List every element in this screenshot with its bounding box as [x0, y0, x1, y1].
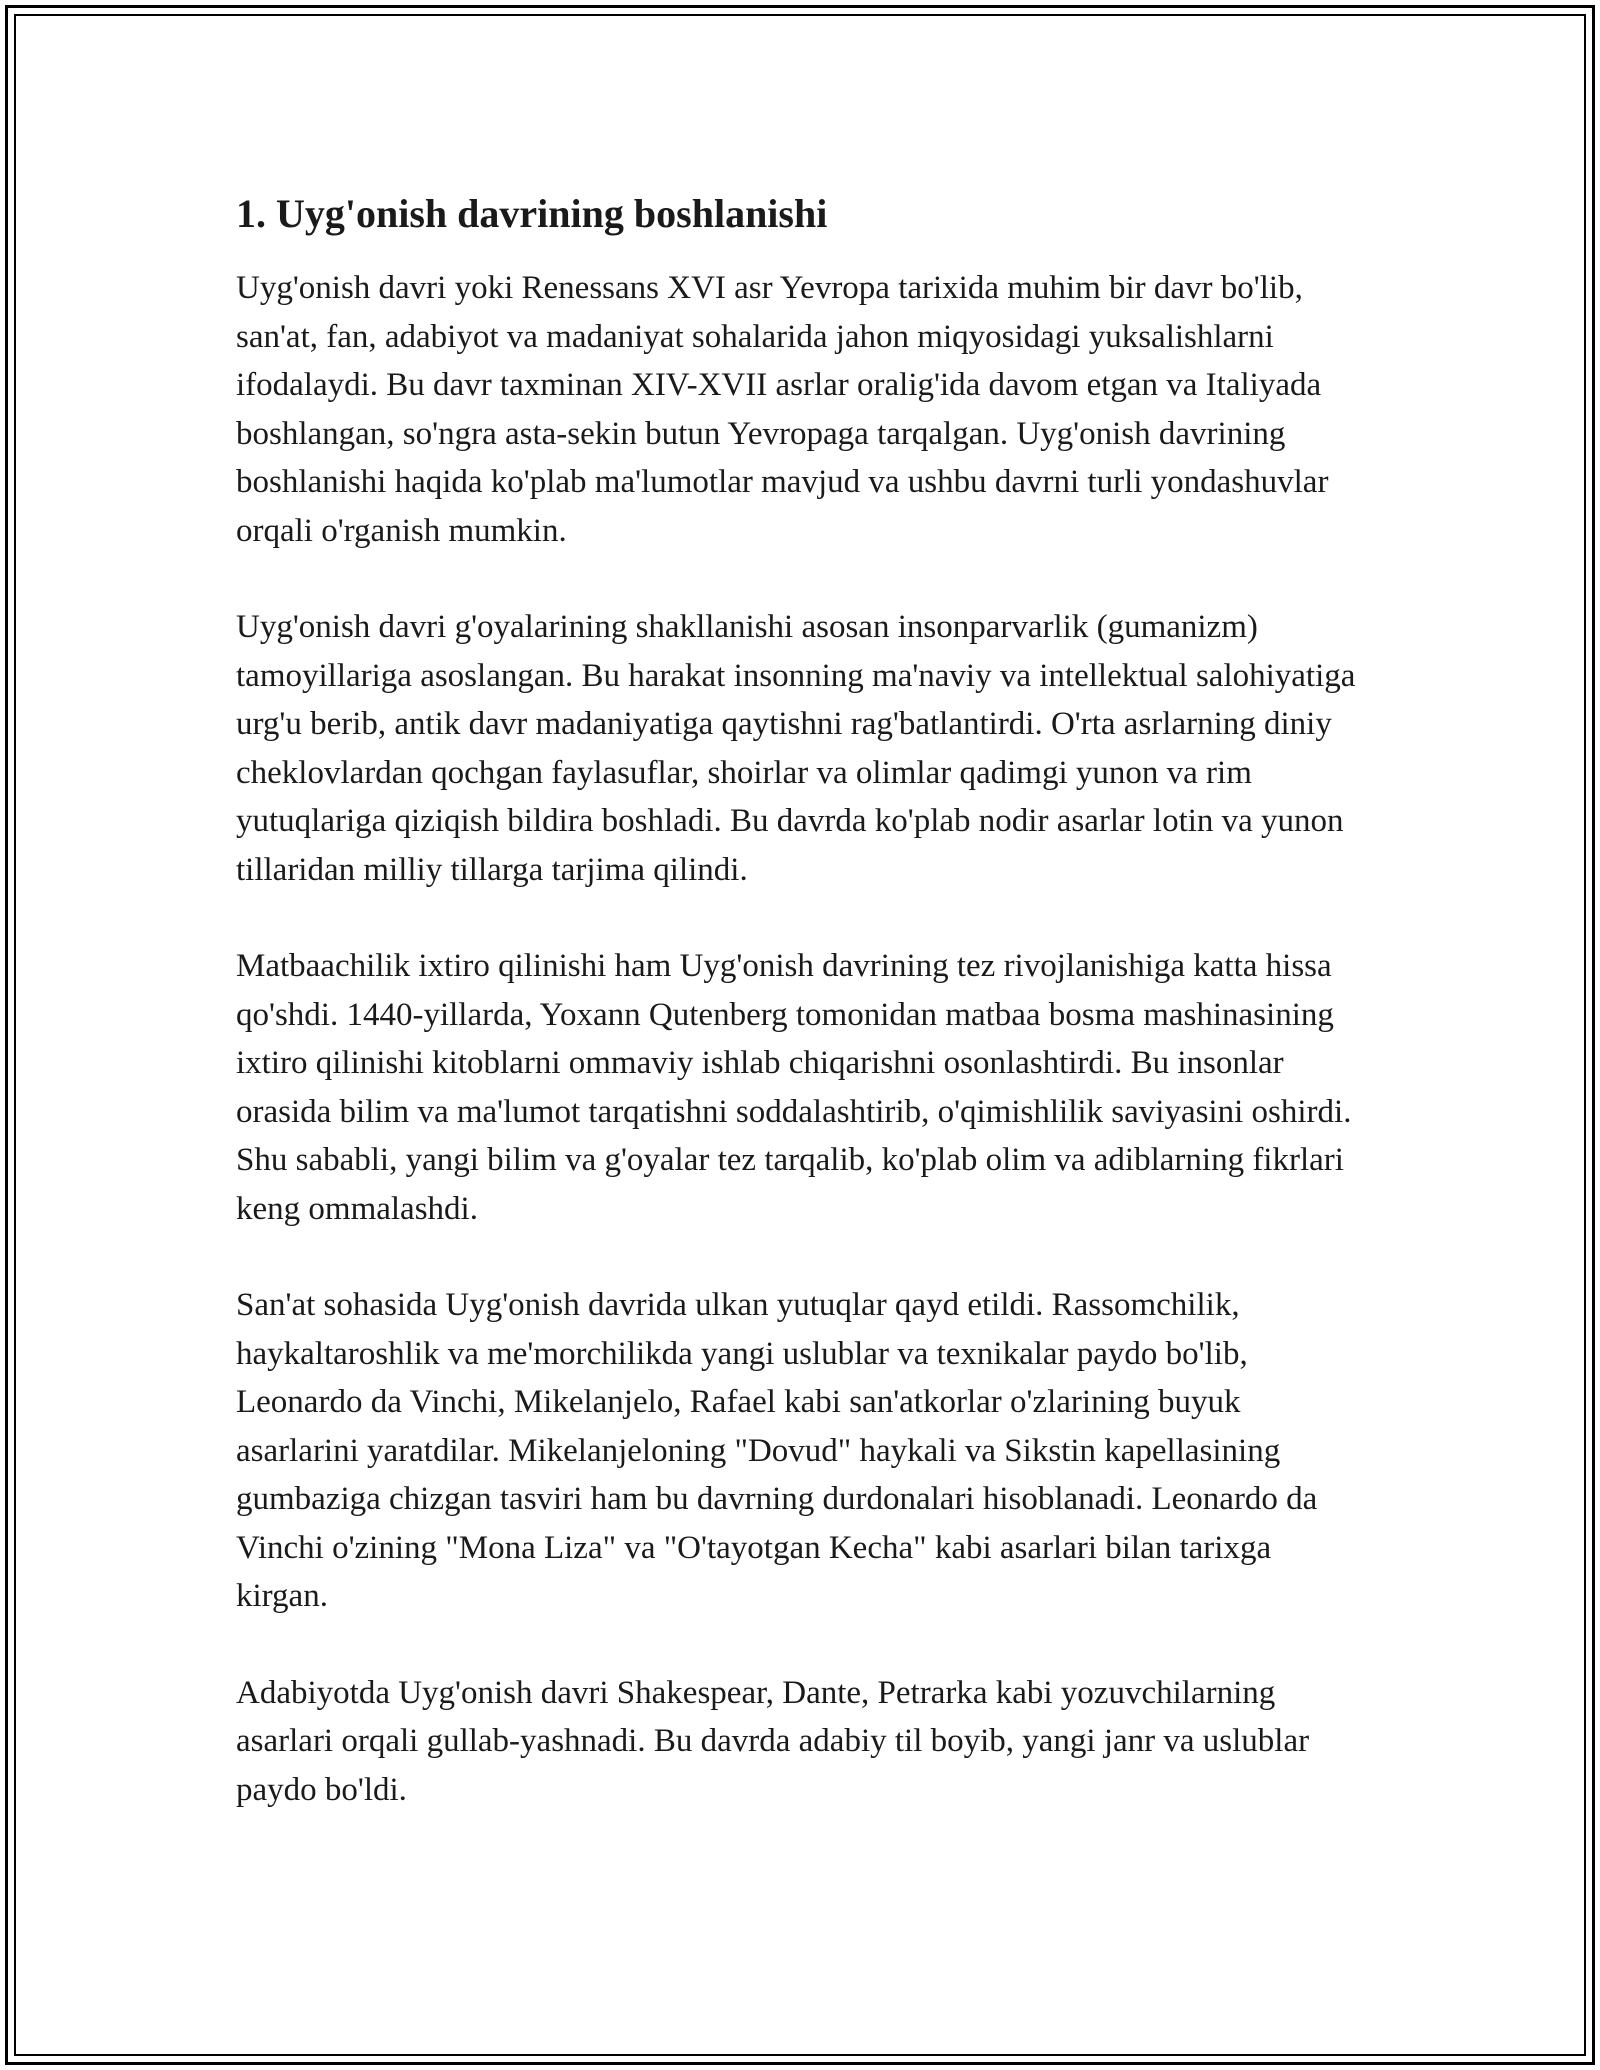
paragraph-literature: Adabiyotda Uyg'onish davri Shakespear, Dante, Petrarka kabi yozuvchilarning asarlari orqali gullab-yashnadi. Bu davrda adabiy til boyib, yangi janr va uslublar paydo bo'ldi.: [236, 1674, 1310, 1808]
paragraph-humanism: Uyg'onish davri g'oyalarining shakllanishi asosan insonparvarlik (gumanizm) tamoyillariga asoslangan. Bu harakat insonning ma'naviy va intellektual salohiyatiga urg'u berib, antik davr madaniyatiga qaytishni rag'batlantirdi. O'rta asrlarning diniy cheklovlardan qochgan faylasuflar, shoirlar va olimlar qadimgi yunon va rim yutuqlariga qiziqish bildira boshladi. Bu davrda ko'plab nodir asarlar lotin va yunon tillaridan milliy tillarga tarjima qilindi.: [236, 609, 1356, 888]
document-body: [236, 190, 1366, 1862]
section-heading: 1. Uyg'onish davrining boshlanishi: [236, 191, 828, 236]
paragraph-printing: Matbaachilik ixtiro qilinishi ham Uyg'onish davrining tez rivojlanishiga katta hissa qo'shdi. 1440-yillarda, Yoxann Qutenberg tomonidan matbaa bosma mashinasining ixtiro qilinishi kitoblarni ommaviy ishlab chiqarishni osonlashtirdi. Bu insonlar orasida bilim va ma'lumot tarqatishni soddalashtirib, o'qimishlilik saviyasini oshirdi. Shu sababli, yangi bilim va g'oyalar tez tarqalib, ko'plab olim va adiblarning fikrlari keng ommalashdi.: [236, 948, 1352, 1227]
paragraph-intro: Uyg'onish davri yoki Renessans XVI asr Yevropa tarixida muhim bir davr bo'lib, san'at, fan, adabiyot va madaniyat sohalarida jahon miqyosidagi yuksalishlarni ifodalaydi. Bu davr taxminan XIV-XVII asrlar oralig'ida davom etgan va Italiyada boshlangan, so'ngra asta-sekin butun Yevropaga tarqalgan. Uyg'onish davrining boshlanishi haqida ko'plab ma'lumotlar mavjud va ushbu davrni turli yondashuvlar orqali o'rganish mumkin.: [236, 270, 1329, 549]
paragraph-art: San'at sohasida Uyg'onish davrida ulkan yutuqlar qayd etildi. Rassomchilik, haykaltaroshlik va me'morchilikda yangi uslublar va texnikalar paydo bo'lib, Leonardo da Vinchi, Mikelanjelo, Rafael kabi san'atkorlar o'zlarining buyuk asarlarini yaratdilar. Mikelanjeloning "Dovud" haykali va Sikstin kapellasining gumbaziga chizgan tasviri ham bu davrning durdonalari hisoblanadi. Leonardo da Vinchi o'zining "Mona Liza" va "O'tayotgan Kecha" kabi asarlari bilan tarixga kirgan.: [236, 1287, 1318, 1614]
